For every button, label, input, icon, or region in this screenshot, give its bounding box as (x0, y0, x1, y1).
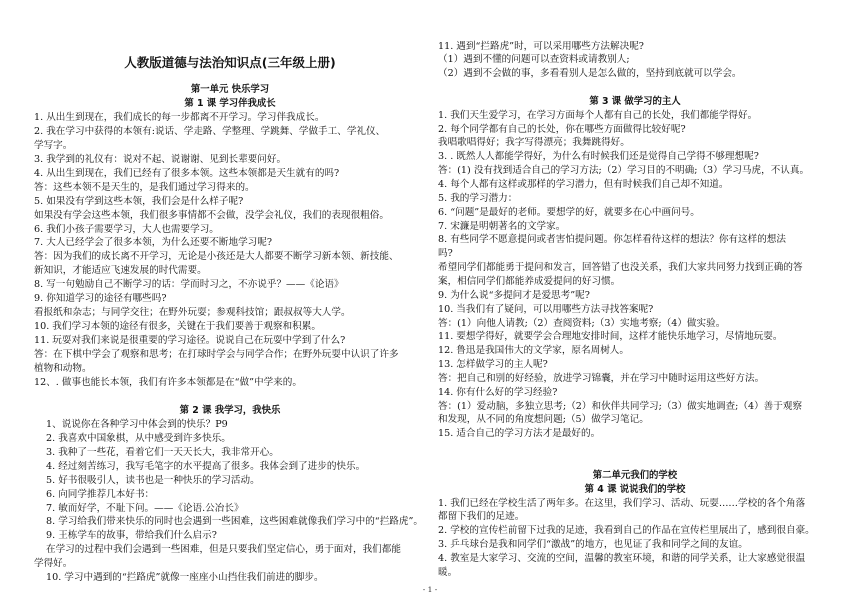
text-line: 5. 如果没有学到这些本领，我们会是什么样子呢? (34, 195, 244, 207)
text-line: 8. 有些同学不愿意提问或者害怕提问题。你怎样看待这样的想法？你有这样的想法 (438, 234, 786, 246)
text-line: 希望同学们都能勇于提问和发言，回答错了也没关系，我们大家共同努力找到正确的答 (438, 262, 803, 274)
text-line: 看报纸和杂志；与同学交往；在野外玩耍；参观科技馆；跟叔叔等大人学。 (34, 307, 351, 319)
text-line: 15. 适合自己的学习方法才是最好的。 (438, 428, 601, 440)
text-line: 1. 我们已经在学校生活了两年多。在这里，我们学习、活动、玩耍……学校的各个角落 (438, 497, 806, 509)
text-line: 10. 学习中遇到的“拦路虎”就像一座座小山挡住我们前进的脚步。 (46, 572, 324, 584)
text-line: 吗? (438, 248, 453, 260)
text-line: 6. 向同学推荐几本好书： (46, 488, 155, 500)
text-line: 4. 经过刻苦练习，我写毛笔字的水平提高了很多。我体会到了进步的快乐。 (46, 460, 366, 472)
text-line: 9. 你知道学习的途径有哪些吗? (34, 293, 167, 305)
text-line: 2. 我喜欢中国象棋，从中感受到许多快乐。 (46, 432, 231, 444)
text-line: 6. 我们小孩子需要学习，大人也需要学习。 (34, 223, 219, 235)
text-line: 答：这些本领不是天生的，是我们通过学习得来的。 (34, 181, 255, 193)
text-line: 3. 我种了一些花，看着它们一天天长大，我非常开心。 (46, 446, 279, 458)
section-heading: 第一单元 快乐学习 (190, 84, 270, 95)
text-line: 7. 敏而好学，不耻下问。——《论语.公冶长》 (46, 502, 244, 514)
text-line: 11. 遇到“拦路虎”时，可以采用哪些方法解决呢? (438, 40, 644, 52)
page-number: - 1 - (422, 585, 438, 594)
text-line: 学得好。 (34, 558, 73, 570)
section-heading: 第 4 课 说说我们的学校 (584, 483, 686, 495)
text-line: 和发现，从不同的角度想问题;（5）做学习笔记。 (438, 414, 649, 426)
text-line: 11. 要想学得好，就要学会合理地安排时间，这样才能快乐地学习，尽情地玩耍。 (438, 331, 783, 343)
document-title: 人教版道德与法治知识点(三年级上册) (124, 55, 336, 70)
text-line: 答：在下棋中学会了观察和思考；在打球时学会与同学合作；在野外玩耍中认识了许多 (34, 349, 399, 361)
text-line: 11. 玩耍对我们来说是很重要的学习途径。说说自己在玩耍中学到了什么? (34, 335, 346, 347)
text-line: 答：(1）爱动脑，多独立思考;（2）和伙伴共同学习;（3）做实地调查;（4）善于观察 (438, 400, 803, 412)
section-heading: 第二单元我们的学校 (592, 469, 678, 481)
text-line: 案，相信同学们都能养成爱提问的好习惯。 (438, 275, 621, 287)
text-line: 9. 为什么说“多提问才是爱思考”呢? (438, 289, 590, 301)
text-line: 都留下我们的足迹。 (438, 511, 525, 523)
text-line: 5. 好书很吸引人，读书也是一种快乐的学习活动。 (46, 474, 260, 486)
text-line: 答：把自己和别的好经验，放进学习锦囊，并在学习中随时运用这些好方法。 (438, 372, 765, 384)
section-heading: 第 3 课 做学习的主人 (589, 95, 681, 107)
text-line: 9. 王栋学车的故事，带给我们什么启示? (46, 530, 217, 542)
text-line: 2. 我在学习中获得的本领有:说话、学走路、学整理、学跳舞、学做手工、学礼仪、 (34, 125, 386, 137)
text-line: 植物和动物。 (34, 363, 92, 374)
text-line: 答：因为我们的成长离不开学习，无论是小孩还是大人都要不断学习新本领、新技能、 (34, 251, 399, 263)
section-heading: 第 2 课 我学习，我快乐 (179, 404, 281, 416)
text-line: 答：(1) 没有找到适合自己的学习方法;（2）学习目的不明确;（3）学习马虎，不认真。 (438, 165, 810, 177)
text-line: 10. 我们学习本领的途径有很多，关键在于我们要善于观察和积累。 (34, 321, 321, 333)
text-line: 如果没有学会这些本领，我们很多事情都不会做，没学会礼仪，我们的表现很粗俗。 (34, 209, 389, 221)
text-line: 答：(1）向他人请教;（2）查阅资料;（3）实地考察;（4）做实验。 (438, 317, 726, 329)
text-line: 1. 我们天生爱学习，在学习方面每个人都有自己的长处，我们都能学得好。 (438, 109, 758, 121)
text-line: 4. 教室是大家学习、交流的空间，温馨的教室环境，和谐的同学关系，让大家感觉很温 (438, 552, 806, 564)
text-line: 5. 我的学习潜力： (438, 192, 518, 204)
text-line: 暖。 (438, 566, 458, 578)
text-line: 4. 每个人都有这样或那样的学习潜力，但有时候我们自己却不知道。 (438, 179, 729, 190)
text-line: 14. 你有什么好的学习经验? (438, 386, 558, 398)
text-line: 在学习的过程中我们会遇到一些困难，但是只要我们坚定信心，勇于面对，我们都能 (46, 544, 401, 556)
text-line: 我唱歌唱得好；我字写得漂亮；我舞跳得好。 (438, 137, 630, 149)
text-line: 1. 从出生到现在，我们成长的每一步都离不开学习。学习伴我成长。 (34, 111, 325, 123)
text-line: 2. 每个同学都有自己的长处，你在哪些方面做得比较好呢? (438, 123, 686, 135)
text-line: 7. 宋濂是明朝著名的文学家。 (438, 220, 566, 232)
text-line: 新知识，才能适应飞速发展的时代需要。 (34, 265, 207, 277)
text-line: 3. 我学到的礼仪有：说对不起、说谢谢、见到长辈要问好。 (34, 153, 287, 165)
text-line: 8. 学习给我们带来快乐的同时也会遇到一些困难，这些困难就像我们学习中的“拦路虎”。 (46, 516, 423, 528)
text-line: 2. 学校的宣传栏前留下过我的足迹，我看到自己的作品在宣传栏里展出了，感到很自豪。 (438, 525, 815, 537)
text-line: 学写字。 (34, 139, 73, 151)
text-line: 8. 写一句勉励自己不断学习的话：学而时习之，不亦说乎？——《论语》 (34, 279, 344, 291)
text-line: 4. 从出生到现在，我们已经有了很多本领。这些本领都是天生就有的吗? (34, 167, 340, 179)
text-line: （2）遇到不会做的事，多看看别人是怎么做的，坚持到底就可以学会。 (438, 68, 742, 80)
text-line: 3. 乒乓球台是我和同学们“激战”的地方，也见证了我和同学之间的友谊。 (438, 539, 748, 551)
text-line: 3. . 既然人人都能学得好，为什么有时候我们还是觉得自己学得不够理想呢? (438, 151, 759, 163)
text-line: 1、说说你在各种学习中体会到的快乐？P9 (46, 418, 228, 430)
text-line: 12、. 做事也能长本领，我们有许多本领都是在“做”中学来的。 (34, 376, 302, 388)
text-line: 12. 鲁迅是我国伟大的文学家，原名周树人。 (438, 345, 629, 357)
text-line: 13. 怎样做学习的主人呢? (438, 359, 548, 371)
text-line: 10. 当我们有了疑问，可以用哪些方法寻找答案呢? (438, 303, 654, 315)
section-heading: 第 1 课 学习伴我成长 (184, 97, 276, 109)
text-line: 6. “问题”是最好的老师。要想学的好，就要多在心中画问号。 (438, 206, 700, 218)
text-line: 7. 大人已经学会了很多本领，为什么还要不断地学习呢? (34, 237, 273, 249)
text-line: （1）遇到不懂的问题可以查资料或请教别人; (438, 54, 630, 66)
